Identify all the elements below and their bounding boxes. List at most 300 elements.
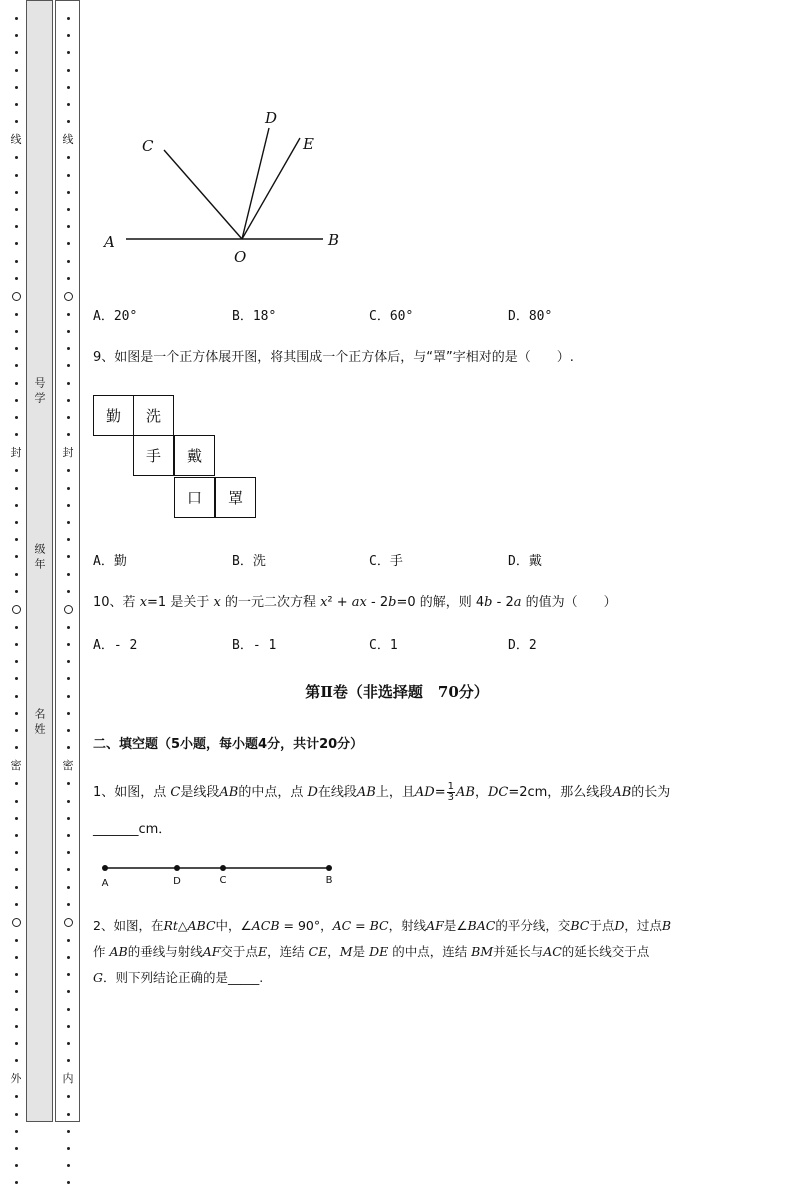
ray-oe	[242, 138, 300, 239]
dot-mark	[67, 382, 70, 385]
dot-slot	[67, 739, 70, 756]
var: G	[93, 970, 103, 985]
ring-slot	[12, 913, 21, 932]
text-part: =	[434, 785, 446, 800]
q10-text	[93, 591, 617, 610]
dot-slot	[67, 497, 70, 514]
dot-slot	[67, 531, 70, 548]
var: AB	[612, 785, 632, 800]
text-part: 的延长线交于点	[561, 944, 650, 959]
dot-slot	[67, 810, 70, 827]
mark-slot	[11, 443, 22, 462]
dot-slot	[67, 827, 70, 844]
text-part: = 90°，	[279, 918, 333, 933]
dot-slot	[67, 949, 70, 966]
dot-mark	[67, 51, 70, 54]
fraction-numerator: 1	[447, 781, 454, 792]
dot-slot	[67, 96, 70, 113]
dot-mark	[15, 538, 18, 541]
var: D	[614, 918, 625, 933]
binding-mark-char: 外	[10, 1071, 22, 1085]
dot-mark	[67, 69, 70, 72]
dot-mark	[15, 590, 18, 593]
dot-mark	[15, 903, 18, 906]
dot-mark	[67, 643, 70, 646]
dot-slot	[67, 323, 70, 340]
dot-slot	[67, 10, 70, 27]
dot-mark	[67, 156, 70, 159]
var: ACB	[251, 918, 280, 933]
dot-slot	[15, 1052, 18, 1069]
fill1-answer-line[interactable]: _______cm．	[93, 822, 172, 837]
fill2-line2	[93, 942, 649, 960]
dot-slot	[15, 79, 18, 96]
dot-slot	[15, 705, 18, 722]
text-part: 是∠	[443, 918, 468, 933]
dot-slot	[15, 392, 18, 409]
fill2-line1	[93, 916, 671, 934]
dot-mark	[67, 939, 70, 942]
var: D	[307, 785, 318, 800]
dot-slot	[15, 1018, 18, 1035]
dot-slot	[67, 844, 70, 861]
dot-slot	[15, 565, 18, 582]
option-a[interactable]: A．20°	[93, 309, 138, 324]
dot-slot	[67, 966, 70, 983]
dot-slot	[67, 375, 70, 392]
dot-mark	[15, 712, 18, 715]
dot-mark	[67, 487, 70, 490]
dot-mark	[15, 504, 18, 507]
dot-slot	[15, 514, 18, 531]
dot-slot	[67, 340, 70, 357]
dot-mark	[67, 433, 70, 436]
var: ABC	[187, 918, 216, 933]
dot-mark	[15, 487, 18, 490]
dot-mark	[15, 120, 18, 123]
option-d[interactable]: D．戴	[508, 554, 542, 569]
dot-slot	[15, 113, 18, 130]
dot-slot	[15, 201, 18, 218]
fraction-denominator: 3	[447, 792, 454, 803]
dot-mark	[15, 103, 18, 106]
dot-slot	[67, 235, 70, 252]
field-label-name	[26, 708, 53, 738]
text-part: 2、如图，在	[93, 918, 164, 933]
field-label-grade	[26, 543, 53, 573]
dot-mark	[67, 103, 70, 106]
point-label-a: A	[101, 878, 109, 889]
net-cell-3: 手	[133, 435, 174, 476]
dot-mark	[15, 868, 18, 871]
dot-mark	[67, 555, 70, 558]
var: CE	[308, 944, 328, 959]
dot-mark	[15, 416, 18, 419]
option-b[interactable]: B．- 1	[232, 638, 277, 653]
q10-var: ax	[351, 595, 367, 610]
point-a	[102, 865, 108, 871]
dot-mark	[67, 729, 70, 732]
text-part: 的中点，连结	[388, 944, 472, 959]
q10-part: 10、若	[93, 595, 140, 610]
dot-mark	[67, 260, 70, 263]
dot-mark	[67, 1181, 70, 1184]
circle-mark	[12, 292, 21, 301]
dot-mark	[15, 817, 18, 820]
q9-text: 9、如图是一个正方体展开图，将其围成一个正方体后，与“罩”字相对的是（ ）.	[93, 350, 574, 365]
dot-mark	[15, 990, 18, 993]
dot-slot	[15, 184, 18, 201]
dot-slot	[67, 1088, 70, 1105]
net-cell-4: 戴	[174, 435, 215, 476]
dot-slot	[67, 861, 70, 878]
q10-part: ² +	[327, 595, 352, 610]
dot-slot	[15, 480, 18, 497]
dot-mark	[67, 174, 70, 177]
text-part: ．则下列结论正确的是_____.	[103, 970, 264, 985]
dot-slot	[67, 722, 70, 739]
label-c: C	[142, 137, 154, 155]
var: AD	[414, 785, 435, 800]
dot-slot	[67, 184, 70, 201]
dot-mark	[15, 626, 18, 629]
var: AF	[202, 944, 221, 959]
section-heading: 二、填空题（5小题，每小题4分，共计20分）	[93, 737, 364, 752]
point-label-c: C	[219, 875, 227, 886]
var: BC	[570, 918, 590, 933]
ray-oc	[164, 150, 242, 239]
dot-slot	[67, 1018, 70, 1035]
dot-slot	[67, 1106, 70, 1123]
text-part: 1、如图，点	[93, 785, 171, 800]
dot-mark	[67, 626, 70, 629]
mark-slot	[63, 1069, 74, 1088]
q10-part: 的值为（ ）	[521, 595, 617, 610]
dot-slot	[15, 462, 18, 479]
circle-mark	[64, 292, 73, 301]
ring-slot	[12, 287, 21, 306]
text-part: 作	[93, 944, 110, 959]
q10-var: x	[213, 595, 221, 610]
option-c[interactable]: C．手	[369, 554, 403, 569]
circle-mark	[64, 918, 73, 927]
var: AB	[455, 785, 475, 800]
dot-slot	[15, 983, 18, 1000]
dot-mark	[67, 399, 70, 402]
dot-mark	[15, 1113, 18, 1116]
segment-figure	[95, 858, 345, 890]
binding-mark-char: 封	[10, 445, 22, 459]
dot-slot	[67, 167, 70, 184]
dot-slot	[67, 1140, 70, 1157]
ring-slot	[64, 287, 73, 306]
label-o: O	[234, 248, 247, 266]
dot-mark	[15, 225, 18, 228]
dot-mark	[15, 834, 18, 837]
dot-slot	[67, 392, 70, 409]
dot-mark	[15, 782, 18, 785]
dot-slot	[15, 323, 18, 340]
dot-mark	[67, 120, 70, 123]
dot-mark	[15, 1164, 18, 1167]
label-b: B	[328, 231, 340, 249]
dot-slot	[15, 722, 18, 739]
dot-slot	[15, 793, 18, 810]
text-part: 上，且	[375, 785, 415, 800]
fill1-line1	[93, 781, 670, 805]
dot-mark	[67, 1164, 70, 1167]
option-b[interactable]: B．洗	[232, 554, 266, 569]
dot-mark	[15, 573, 18, 576]
dot-slot	[67, 1174, 70, 1191]
dot-slot	[15, 583, 18, 600]
dot-slot	[15, 966, 18, 983]
q10-var: x	[320, 595, 328, 610]
dot-mark	[15, 277, 18, 280]
dot-slot	[15, 235, 18, 252]
dot-slot	[67, 636, 70, 653]
dot-slot	[67, 252, 70, 269]
dot-mark	[15, 1008, 18, 1011]
text-part: 是线段	[180, 785, 220, 800]
binding-mark-char: 密	[62, 758, 74, 772]
dot-slot	[67, 113, 70, 130]
dot-mark	[15, 1147, 18, 1150]
mark-slot	[63, 443, 74, 462]
text-part: 在线段	[317, 785, 357, 800]
dot-mark	[67, 886, 70, 889]
point-label-d: D	[173, 876, 181, 887]
dot-slot	[15, 375, 18, 392]
dot-slot	[67, 1035, 70, 1052]
dot-slot	[15, 497, 18, 514]
dot-slot	[67, 270, 70, 287]
dot-slot	[67, 480, 70, 497]
point-b	[326, 865, 332, 871]
dot-mark	[67, 800, 70, 803]
dot-mark	[15, 973, 18, 976]
var: C	[170, 785, 181, 800]
dot-mark	[15, 1042, 18, 1045]
point-label-b: B	[325, 875, 333, 886]
var: BM	[471, 944, 494, 959]
dot-slot	[15, 1123, 18, 1140]
dot-slot	[15, 62, 18, 79]
dot-slot	[15, 357, 18, 374]
dot-mark	[67, 1042, 70, 1045]
dot-slot	[67, 932, 70, 949]
var: BAC	[467, 918, 496, 933]
option-c[interactable]: C．60°	[369, 309, 414, 324]
dot-slot	[15, 896, 18, 913]
dot-slot	[67, 705, 70, 722]
dot-slot	[67, 583, 70, 600]
var: M	[339, 944, 353, 959]
dot-slot	[15, 96, 18, 113]
dot-slot	[67, 1001, 70, 1018]
angle-figure	[90, 100, 360, 275]
dot-mark	[15, 174, 18, 177]
dot-slot	[15, 10, 18, 27]
var: BC	[369, 918, 389, 933]
dot-mark	[15, 191, 18, 194]
dot-slot	[15, 1106, 18, 1123]
dot-mark	[67, 86, 70, 89]
q10-var: x	[139, 595, 148, 610]
dot-mark	[15, 399, 18, 402]
dot-mark	[15, 208, 18, 211]
dot-slot	[15, 306, 18, 323]
dot-mark	[15, 469, 18, 472]
dot-mark	[15, 260, 18, 263]
var: B	[661, 918, 672, 933]
dot-slot	[15, 653, 18, 670]
dot-mark	[67, 956, 70, 959]
net-cell-5: 口	[174, 477, 215, 518]
field-label-text: 号学	[33, 377, 46, 407]
dot-mark	[67, 504, 70, 507]
dot-mark	[67, 347, 70, 350]
dot-slot	[67, 149, 70, 166]
dot-slot	[15, 949, 18, 966]
dot-mark	[15, 330, 18, 333]
dot-slot	[15, 218, 18, 235]
dot-slot	[15, 167, 18, 184]
dot-slot	[67, 79, 70, 96]
net-cell-2: 洗	[133, 395, 174, 436]
dot-slot	[67, 514, 70, 531]
dot-slot	[15, 1035, 18, 1052]
ray-od	[242, 128, 269, 239]
text-part: 的平分线，交	[495, 918, 571, 933]
binding-mark-char: 密	[10, 758, 22, 772]
dot-mark	[67, 1130, 70, 1133]
dot-mark	[15, 69, 18, 72]
dot-mark	[67, 1008, 70, 1011]
dot-mark	[67, 990, 70, 993]
ring-slot	[64, 600, 73, 619]
text-part: 于点	[589, 918, 615, 933]
dot-slot	[67, 1123, 70, 1140]
text-part: ，连结	[267, 944, 309, 959]
dot-slot	[15, 426, 18, 443]
dot-slot	[15, 1140, 18, 1157]
dot-slot	[67, 462, 70, 479]
dot-mark	[67, 1095, 70, 1098]
dot-mark	[67, 712, 70, 715]
dot-mark	[15, 660, 18, 663]
dot-mark	[15, 939, 18, 942]
dot-slot	[15, 409, 18, 426]
option-a[interactable]: A．- 2	[93, 638, 138, 653]
q10-var: b	[388, 595, 397, 610]
text-part: △	[177, 918, 188, 933]
text-part: 的中点，点	[238, 785, 308, 800]
dot-slot	[67, 878, 70, 895]
option-b[interactable]: B．18°	[232, 309, 277, 324]
net-cell-6: 罩	[215, 477, 256, 518]
dot-slot	[15, 531, 18, 548]
dot-mark	[67, 364, 70, 367]
dot-mark	[15, 347, 18, 350]
dot-mark	[15, 851, 18, 854]
point-d	[174, 865, 180, 871]
dot-slot	[15, 252, 18, 269]
dot-mark	[67, 330, 70, 333]
label-d: D	[265, 109, 278, 127]
dot-mark	[67, 573, 70, 576]
dot-slot	[67, 983, 70, 1000]
option-a[interactable]: A．勤	[93, 554, 127, 569]
dot-mark	[15, 313, 18, 316]
dot-mark	[67, 660, 70, 663]
dot-mark	[15, 17, 18, 20]
dot-slot	[67, 896, 70, 913]
label-a: A	[104, 233, 115, 251]
option-c[interactable]: C．1	[369, 638, 398, 653]
dot-slot	[15, 619, 18, 636]
fraction-one-third	[447, 782, 455, 803]
dot-mark	[15, 1095, 18, 1098]
var: AC	[332, 918, 352, 933]
text-part: 的长为	[631, 785, 671, 800]
circle-mark	[12, 605, 21, 614]
dot-slot	[15, 1157, 18, 1174]
binding-mark-char: 线	[62, 132, 74, 146]
dot-slot	[15, 1001, 18, 1018]
text-part: 是	[352, 944, 370, 959]
dot-mark	[67, 225, 70, 228]
text-part: 并延长与	[493, 944, 544, 959]
field-label-text: 级年	[33, 543, 46, 573]
dot-mark	[67, 17, 70, 20]
option-d[interactable]: D．2	[508, 638, 537, 653]
dot-slot	[15, 1174, 18, 1191]
dot-mark	[67, 834, 70, 837]
dot-mark	[15, 1181, 18, 1184]
dot-slot	[67, 306, 70, 323]
dot-mark	[67, 1113, 70, 1116]
option-d[interactable]: D．80°	[508, 309, 553, 324]
q10-var: b	[484, 595, 493, 610]
binding-mark-char: 内	[62, 1071, 74, 1085]
dot-slot	[15, 548, 18, 565]
dot-mark	[67, 208, 70, 211]
dot-slot	[67, 27, 70, 44]
dot-slot	[15, 1088, 18, 1105]
dot-mark	[67, 1147, 70, 1150]
dot-mark	[15, 1025, 18, 1028]
dot-slot	[15, 340, 18, 357]
mark-slot	[11, 130, 22, 149]
dot-slot	[67, 793, 70, 810]
dot-slot	[15, 149, 18, 166]
text-part: =2cm，那么线段	[508, 785, 613, 800]
dot-slot	[67, 426, 70, 443]
field-label-number	[26, 377, 53, 407]
dot-mark	[15, 729, 18, 732]
dot-mark	[15, 51, 18, 54]
dot-mark	[15, 555, 18, 558]
dot-mark	[15, 643, 18, 646]
dot-mark	[15, 242, 18, 245]
mark-slot	[63, 756, 74, 775]
dot-mark	[67, 469, 70, 472]
var: Rt	[163, 918, 178, 933]
dot-slot	[67, 653, 70, 670]
var: E	[257, 944, 268, 959]
dot-mark	[67, 191, 70, 194]
